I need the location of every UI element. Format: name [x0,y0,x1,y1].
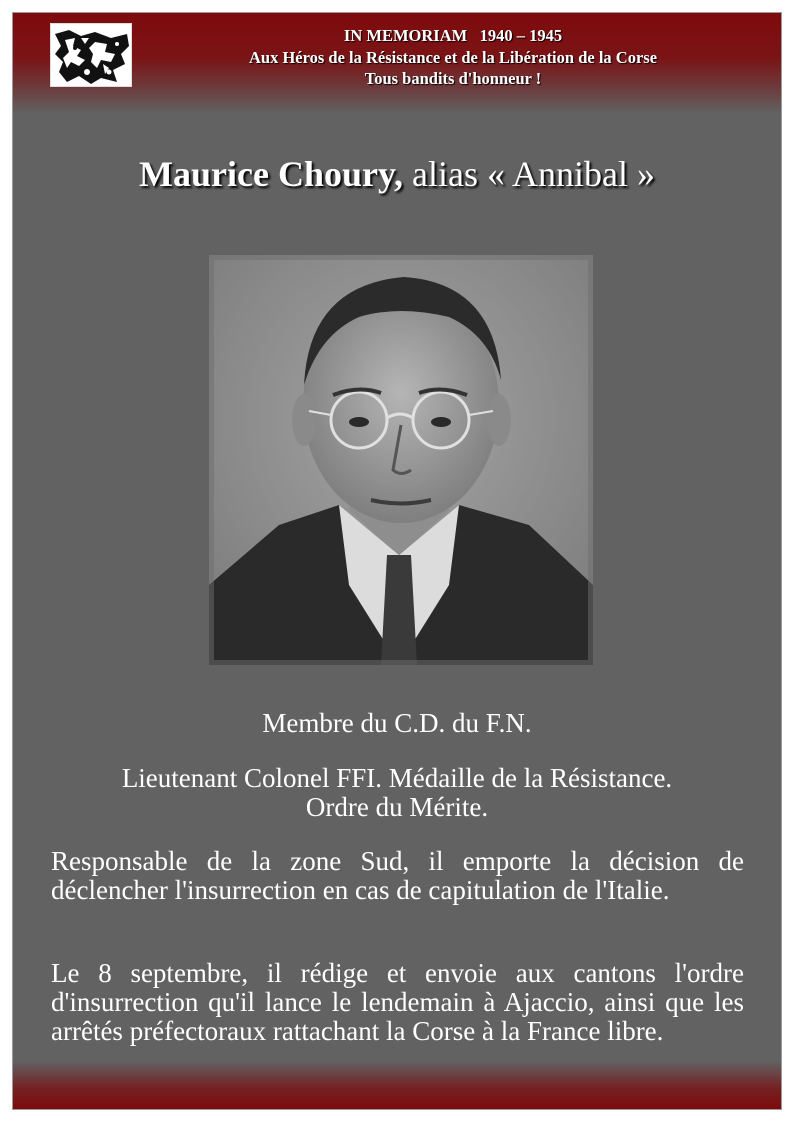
portrait-photo [209,255,593,665]
paragraph-zone-sud: Responsable de la zone Sud, il emporte la décision de déclencher l'insurrection en cas de capitulation de l'Italie. [51,846,744,905]
header-line-2: Aux Héros de la Résistance et de la Libération de la Corse [248,47,658,67]
header-line-1: IN MEMORIAM 1940 – 1945 [343,26,563,45]
memorial-header [153,25,753,90]
resistance-emblem-icon [50,23,132,87]
memorial-page [12,12,782,1110]
paragraph-8-septembre: Le 8 septembre, il rédige et envoie aux cantons l'ordre d'insurrection qu'il lance le lendemain à Ajaccio, ainsi que les arrêtés préfectoraux rattachant la Corse à la France libre. [51,958,744,1046]
footer-band [13,1061,781,1109]
header-line-3: Tous bandits d'honneur ! [364,69,542,88]
role-line: Membre du C.D. du F.N. [262,708,532,738]
hero-alias: alias « Annibal » [403,154,655,194]
hero-name: Maurice Choury, [139,154,403,194]
page-title [13,153,781,195]
rank-line: Lieutenant Colonel FFI. Médaille de la Résistance. [121,763,673,793]
order-line: Ordre du Mérite. [305,792,489,822]
